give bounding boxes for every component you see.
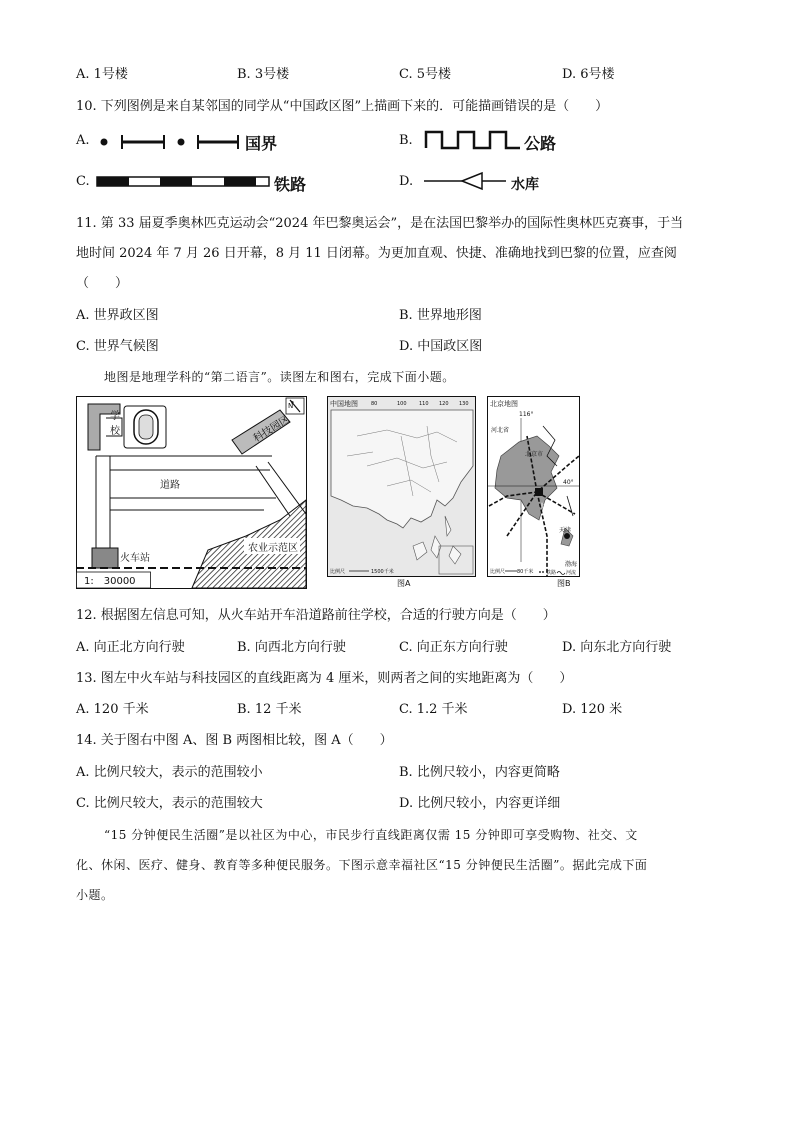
q9-option-d: D. 6号楼: [562, 67, 615, 82]
border-legend-symbol: [96, 130, 246, 154]
map-a-lon-3: 120: [439, 401, 449, 407]
q11-option-a: A. 世界政区图: [76, 308, 159, 323]
map-b-beijing: 北京: [539, 503, 552, 510]
q14-option-c: C. 比例尺较大，表示的范围较大: [76, 796, 263, 811]
map-b-lat: 40°: [563, 479, 574, 486]
maps-intro: 地图是地理学科的“第二语言”。读图左和图右，完成下面小题。: [104, 370, 455, 384]
q12-option-b: B. 向西北方向行驶: [237, 640, 346, 655]
school-label-2: 校: [110, 426, 120, 437]
q10-c-prefix: C.: [76, 174, 90, 189]
q14-option-a: A. 比例尺较大，表示的范围较小: [76, 765, 263, 780]
q9-option-b: B. 3号楼: [237, 67, 290, 82]
map-b-tianjin: 天津: [559, 527, 572, 534]
map-a-lon-0: 80: [371, 401, 378, 407]
q12-stem: 12. 根据图左信息可知，从火车站开车沿道路前往学校，合适的行驶方向是（ ）: [76, 608, 556, 623]
q14-option-d: D. 比例尺较小，内容更详细: [399, 796, 561, 811]
map-a-lon-4: 130: [459, 401, 469, 407]
q11-stem-line1: 11. 第 33 届夏季奥林匹克运动会“2024 年巴黎奥运会”，是在法国巴黎举办的国际性奥林匹克赛事，于当: [76, 216, 684, 231]
map-b-caption: 图B: [557, 579, 571, 588]
reservoir-legend-symbol: [422, 170, 510, 192]
map-a-caption: 图A: [397, 579, 411, 588]
map-b-legend-river: 河流: [566, 570, 577, 576]
intro15-line1: “15 分钟便民生活圈”是以社区为中心，市民步行直线距离仅需 15 分钟即可享受购物、社交、文: [104, 828, 638, 842]
map-a-lon-1: 100: [397, 401, 407, 407]
q10-b-label: 公路: [524, 134, 557, 153]
q10-stem: 10. 下列图例是来自某邻国的同学从“中国政区图”上描画下来的．可能描画错误的是（ ）: [76, 99, 609, 114]
q9-option-a: A. 1号楼: [76, 67, 128, 82]
q13-option-a: A. 120 千米: [76, 702, 149, 717]
q14-stem: 14. 关于图右中图 A、图 B 两图相比较，图 A（ ）: [76, 733, 393, 748]
scale-label: 1: 30000: [84, 576, 136, 587]
school-label-1: 学: [110, 411, 120, 422]
intro15-line3: 小题。: [76, 888, 114, 902]
map-a-lon-2: 110: [419, 401, 429, 407]
left-map: [76, 396, 308, 590]
q13-option-d: D. 120 米: [562, 702, 623, 717]
intro15-line2: 化、休闲、医疗、健身、教育等多种便民服务。下图示意幸福社区“15 分钟便民生活圈”。据此完成下面: [76, 858, 648, 872]
q12-option-c: C. 向正东方向行驶: [399, 640, 508, 655]
q12-option-a: A. 向正北方向行驶: [76, 640, 185, 655]
q10-b-prefix: B.: [399, 133, 413, 148]
q11-option-c: C. 世界气候图: [76, 339, 159, 354]
q13-option-c: C. 1.2 千米: [399, 702, 468, 717]
q9-option-c: C. 5号楼: [399, 67, 452, 82]
q10-d-prefix: D.: [399, 174, 414, 189]
map-b-scale-len: 80千米: [517, 569, 534, 575]
map-b-title: 北京地图: [490, 400, 518, 408]
tech-park-label: 科技园区: [251, 414, 292, 445]
map-a-title: 中国地图: [330, 400, 358, 408]
map-b-lon: 116°: [519, 411, 534, 418]
q14-option-b: B. 比例尺较小，内容更简略: [399, 765, 560, 780]
highway-legend-symbol: [424, 128, 524, 152]
q13-stem: 13. 图左中火车站与科技园区的直线距离为 4 厘米，则两者之间的实地距离为（ ）: [76, 671, 573, 686]
map-b-scale: 比例尺: [490, 569, 506, 575]
agri-label: 农业示范区: [248, 543, 298, 554]
map-b: [487, 396, 581, 590]
map-a-scale-len: 1500千米: [371, 569, 394, 575]
q13-option-b: B. 12 千米: [237, 702, 302, 717]
station-label: 火车站: [120, 553, 150, 564]
map-a: [327, 396, 477, 590]
q10-c-label: 铁路: [274, 175, 307, 194]
q10-d-label: 水库: [511, 177, 539, 193]
map-b-hebei: 河北省: [491, 427, 510, 434]
q12-option-d: D. 向东北方向行驶: [562, 640, 672, 655]
q11-option-b: B. 世界地形图: [399, 308, 482, 323]
map-a-scale: 比例尺: [330, 569, 346, 575]
q11-option-d: D. 中国政区图: [399, 339, 483, 354]
road-label: 道路: [160, 480, 180, 491]
map-b-bohai: 渤海: [565, 561, 578, 568]
map-b-beijing-city: 北京市: [525, 451, 544, 458]
q11-stem-line2: 地时间 2024 年 7 月 26 日开幕，8 月 11 日闭幕。为更加直观、快捷、准确地找到巴黎的位置，应查阅: [76, 246, 677, 261]
railway-legend-symbol: [96, 174, 272, 190]
north-label: N: [288, 402, 294, 410]
q11-stem-line3: （ ）: [76, 276, 129, 291]
q10-a-label: 国界: [245, 134, 278, 153]
map-b-legend-rail: 铁路: [546, 570, 557, 576]
q10-a-prefix: A.: [76, 133, 90, 148]
